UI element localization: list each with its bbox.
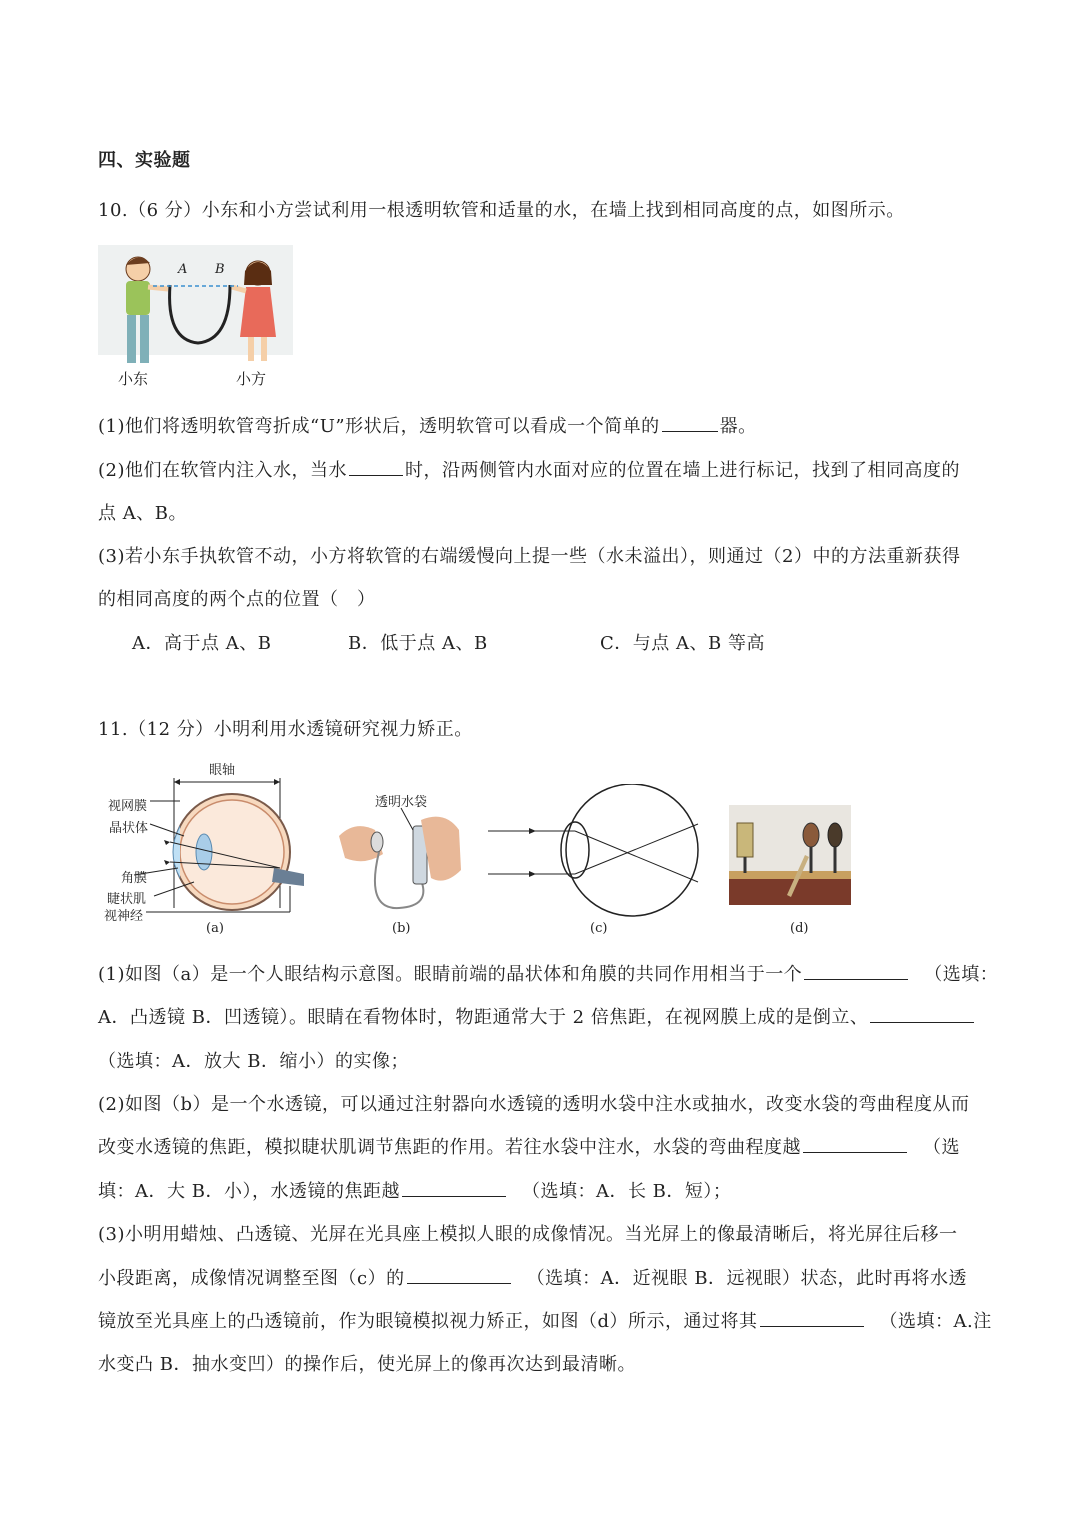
q11-p3-text: 小段距离，成像情况调整至图（c）的 xyxy=(98,1268,405,1289)
q11-stem: 11.（12 分）小明利用水透镜研究视力矫正。 xyxy=(98,719,473,740)
lens-label: 晶状体 xyxy=(109,821,149,836)
q11-part3-line2 xyxy=(98,1264,967,1290)
q11-part1-line1 xyxy=(98,960,998,986)
water-lens-figure xyxy=(335,790,470,940)
answer-blank[interactable] xyxy=(870,1004,974,1023)
label-b: B xyxy=(215,262,225,277)
q11-part3-line4: 水变凸 B．抽水变凹）的操作后，使光屏上的像再次达到最清晰。 xyxy=(98,1354,636,1375)
option-b[interactable]: B．低于点 A、B xyxy=(348,633,488,654)
cornea-label: 角膜 xyxy=(121,871,148,886)
q10-part3-line1: (3)若小东手执软管不动，小方将软管的右端缓慢向上提一些（水未溢出），则通过（2）中的方法重新获得 xyxy=(98,546,961,567)
q11-part3-line1: (3)小明用蜡烛、凸透镜、光屏在光具座上模拟人眼的成像情况。当光屏上的像最清晰后，将光屏往后移一 xyxy=(98,1224,958,1245)
q11-part1-line3: （选填：A．放大 B．缩小）的实像； xyxy=(98,1051,409,1072)
answer-blank[interactable] xyxy=(760,1308,864,1327)
q10-part2-line2: 点 A、B。 xyxy=(98,503,187,524)
q11-part2-line1: (2)如图（b）是一个水透镜，可以通过注射器向水透镜的透明水袋中注水或抽水，改变水袋的弯曲程度从而 xyxy=(98,1094,970,1115)
q10-p2-text-end: 时，沿两侧管内水面对应的位置在墙上进行标记，找到了相同高度的 xyxy=(405,460,960,481)
q10-part2 xyxy=(98,456,960,482)
q11-p2-l3-text-end: （选填：A．长 B．短）； xyxy=(521,1181,732,1202)
q11-p1-text: (1)如图（a）是一个人眼结构示意图。眼睛前端的晶状体和角膜的共同作用相当于一个 xyxy=(98,964,803,985)
caption-b: (b) xyxy=(392,921,411,936)
q11-part2-line2 xyxy=(98,1133,960,1159)
caption-c: (c) xyxy=(590,921,608,936)
water-bag-label: 透明水袋 xyxy=(375,795,428,810)
q11-p3-l3-text-end: （选填：A.注 xyxy=(879,1311,992,1332)
name-xiaofang: 小方 xyxy=(236,370,267,388)
section-heading: 四、实验题 xyxy=(98,150,191,171)
caption-a: (a) xyxy=(206,921,224,936)
q11-part1-line2 xyxy=(98,1003,976,1029)
answer-blank[interactable] xyxy=(662,413,718,432)
option-c[interactable]: C．与点 A、B 等高 xyxy=(600,633,765,654)
caption-d: (d) xyxy=(790,921,809,936)
retina-label: 视网膜 xyxy=(108,799,148,814)
q11-part2-line3 xyxy=(98,1177,731,1203)
q10-stem: 10.（6 分）小东和小方尝试利用一根透明软管和适量的水，在墙上找到相同高度的点，如图所示。 xyxy=(98,200,905,221)
q10-p1-text-end: 器。 xyxy=(719,416,757,437)
q11-p2-l3-text: 填：A．大 B．小），水透镜的焦距越 xyxy=(98,1181,400,1202)
q10-p2-text: (2)他们在软管内注入水，当水 xyxy=(98,460,347,481)
answer-blank[interactable] xyxy=(349,457,403,476)
eye-structure-figure xyxy=(104,756,314,941)
option-a[interactable]: A．高于点 A、B xyxy=(132,633,272,654)
answer-blank[interactable] xyxy=(804,961,908,980)
q10-p1-text: (1)他们将透明软管弯折成“U”形状后，透明软管可以看成一个简单的 xyxy=(98,416,660,437)
optical-bench-photo xyxy=(729,805,851,905)
answer-blank[interactable] xyxy=(407,1265,511,1284)
q11-p3-text-end: （选填：A．近视眼 B．远视眼）状态，此时再将水透 xyxy=(526,1268,968,1289)
answer-blank[interactable] xyxy=(402,1178,506,1197)
ciliary-label: 睫状肌 xyxy=(107,892,147,907)
water-lens-photo xyxy=(335,790,470,940)
q11-p1-l2-text: A．凸透镜 B．凹透镜）。眼睛在看物体时，物距通常大于 2 倍焦距，在视网膜上成的是倒立、 xyxy=(98,1007,869,1028)
ray-diagram-figure xyxy=(486,784,708,940)
q11-part3-line3 xyxy=(98,1307,992,1333)
q11-p2-text-end: （选 xyxy=(923,1137,960,1158)
q10-part1 xyxy=(98,412,757,438)
label-a: A xyxy=(178,262,188,277)
q11-p1-text-end: （选填： xyxy=(924,964,999,985)
q11-p3-l3-text: 镜放至光具座上的凸透镜前，作为眼镜模拟视力矫正，如图（d）所示，通过将其 xyxy=(98,1311,758,1332)
q11-p2-text: 改变水透镜的焦距，模拟睫状肌调节焦距的作用。若往水袋中注水，水袋的弯曲程度越 xyxy=(98,1137,801,1158)
name-xiaodong: 小东 xyxy=(118,370,149,388)
nerve-label: 视神经 xyxy=(104,909,144,924)
answer-blank[interactable] xyxy=(803,1134,907,1153)
optical-bench-figure xyxy=(729,805,851,940)
axis-label: 眼轴 xyxy=(209,763,236,778)
myopia-ray-diagram xyxy=(486,784,708,940)
q10-figure xyxy=(98,245,293,390)
q10-part3-line2: 的相同高度的两个点的位置（ ） xyxy=(98,589,376,610)
